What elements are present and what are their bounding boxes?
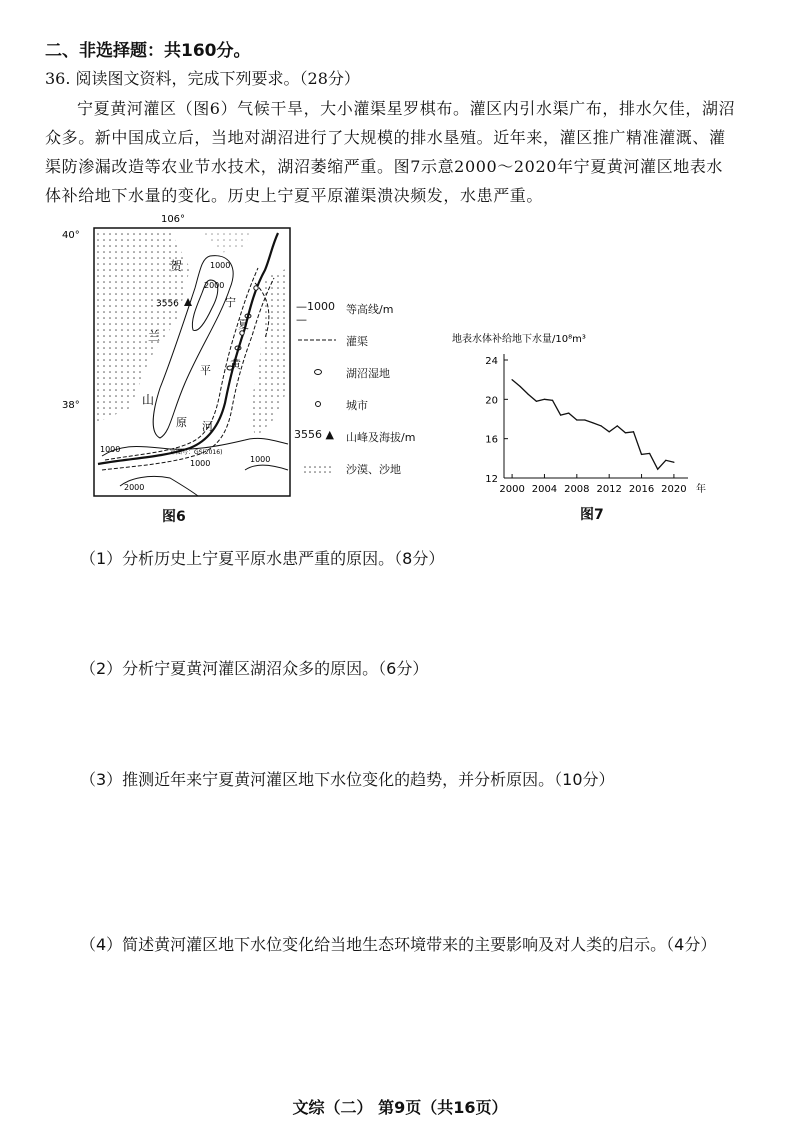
- place-name: 贺: [170, 259, 183, 273]
- place-name: 黄: [230, 358, 241, 371]
- x-tick-label: 2008: [564, 484, 590, 495]
- stem-line: 渠防渗漏改造等农业节水技术，湖沼萎缩严重。图7示意2000～2020年宁夏黄河灌区地表水: [45, 157, 724, 176]
- x-tick-label: 2016: [628, 484, 655, 495]
- peak-elevation-label: 3556: [156, 299, 179, 309]
- legend-row-canal: [298, 332, 478, 350]
- y-tick-label: 16: [485, 434, 498, 446]
- legend-row-desert: [298, 460, 478, 478]
- data-point: [633, 431, 634, 432]
- question-heading: 36. 阅读图文资料，完成下列要求。（28分）: [45, 69, 360, 88]
- x-tick-label: 2004: [531, 484, 558, 495]
- series-line: [512, 380, 674, 470]
- contour-label: 1000: [100, 445, 121, 454]
- data-point: [641, 454, 642, 455]
- lake-icon: [298, 364, 338, 380]
- map-figure-6: [60, 208, 300, 500]
- stem-line: 体补给地下水量的变化。历史上宁夏平原灌渠溃决频发，水患严重。: [45, 186, 544, 205]
- x-tick-label: 2000: [499, 484, 525, 495]
- contour-sample: —1000—: [296, 300, 335, 326]
- data-point: [568, 413, 569, 414]
- data-point: [544, 399, 545, 400]
- data-point: [600, 425, 601, 426]
- y-tick-label: 12: [485, 474, 498, 485]
- legend-row-lake: [298, 364, 478, 382]
- legend-row-contour: [296, 300, 478, 326]
- place-name: 山: [142, 393, 155, 407]
- legend-row-city: [298, 396, 478, 414]
- question-stem-paragraph: [45, 94, 757, 210]
- contour-label: 2000: [204, 281, 225, 290]
- desert-area: [200, 230, 250, 253]
- page-footer: 文综（二） 第9页（共16页）: [292, 1098, 508, 1117]
- city-dot: [254, 286, 258, 290]
- figure-7-caption: 图7: [580, 507, 604, 523]
- data-point: [536, 401, 537, 402]
- data-point: [511, 379, 512, 380]
- sub-question-2: （2）分析宁夏黄河灌区湖沼众多的原因。（6分）: [80, 659, 429, 678]
- longitude-label: 106°: [160, 214, 186, 225]
- contour-label: 1000: [250, 455, 271, 464]
- data-point: [584, 419, 585, 420]
- y-tick-label: 24: [485, 356, 498, 367]
- data-point: [657, 469, 658, 470]
- legend-label: 等高线/m: [346, 303, 394, 316]
- data-point: [625, 432, 626, 433]
- place-name: 兰: [148, 329, 161, 343]
- contour-line: [245, 465, 288, 470]
- place-name: 平: [200, 364, 211, 377]
- place-name: 夏: [238, 318, 249, 331]
- peak-sample: 3556 ▲: [294, 428, 334, 441]
- legend-label: 湖沼湿地: [346, 367, 390, 380]
- contour-label: 2000: [124, 483, 145, 492]
- sub-question-1: （1）分析历史上宁夏平原水患严重的原因。（8分）: [80, 549, 445, 568]
- data-point: [673, 462, 674, 463]
- data-point: [560, 414, 561, 415]
- x-tick-label: 2020: [661, 484, 687, 495]
- y-tick-label: 20: [485, 395, 498, 407]
- latitude-label-top: 40°: [62, 230, 80, 241]
- stem-line: 宁夏黄河灌区（图6）气候干旱，大小灌渠星罗棋布。灌区内引水渠广布，排水欠佳，湖沼: [77, 99, 736, 118]
- legend-row-peak: [294, 428, 478, 446]
- x-tick-label: 2012: [596, 484, 622, 495]
- data-point: [576, 419, 577, 420]
- legend-label: 沙漠、沙地: [346, 463, 401, 476]
- place-name: 原: [176, 416, 187, 429]
- data-point: [552, 400, 553, 401]
- city-dot: [240, 331, 244, 335]
- contour-label: 1000: [210, 261, 231, 270]
- latitude-label-bottom: 38°: [62, 400, 80, 411]
- data-point: [520, 386, 521, 387]
- place-name: 宁: [225, 296, 236, 309]
- data-point: [609, 431, 610, 432]
- stem-line: 众多。新中国成立后，当地对湖沼进行了大规模的排水垦殖。近年来，灌区推广精准灌溉、灌: [45, 128, 726, 147]
- legend-label: 城市: [346, 399, 368, 412]
- data-point: [649, 453, 650, 454]
- chart-title: 地表水体补给地下水量/10⁸m³: [452, 334, 586, 345]
- sub-question-4: （4）简述黄河灌区地下水位变化给当地生态环境带来的主要影响及对人类的启示。（4分）: [80, 935, 717, 954]
- place-name: 河: [202, 420, 213, 433]
- data-point: [665, 460, 666, 461]
- map-stamp: 审图号：GS(2016): [170, 449, 223, 456]
- x-axis-label: 年: [696, 484, 706, 495]
- sub-question-3: （3）推测近年来宁夏黄河灌区地下水位变化的趋势，并分析原因。（10分）: [80, 770, 615, 789]
- desert-icon: [298, 460, 338, 476]
- contour-label: 1000: [190, 459, 211, 468]
- city-icon: [298, 396, 338, 412]
- data-point: [528, 394, 529, 395]
- legend-label: 灌渠: [346, 335, 368, 348]
- figure-6-caption: 图6: [162, 509, 186, 525]
- chart-figure-7: [452, 328, 722, 498]
- legend-label: 山峰及海拔/m: [346, 431, 416, 444]
- peak-sample-value: 3556: [294, 428, 322, 441]
- data-point: [592, 422, 593, 423]
- section-title: 二、非选择题：共160分。: [45, 41, 251, 61]
- data-point: [617, 425, 618, 426]
